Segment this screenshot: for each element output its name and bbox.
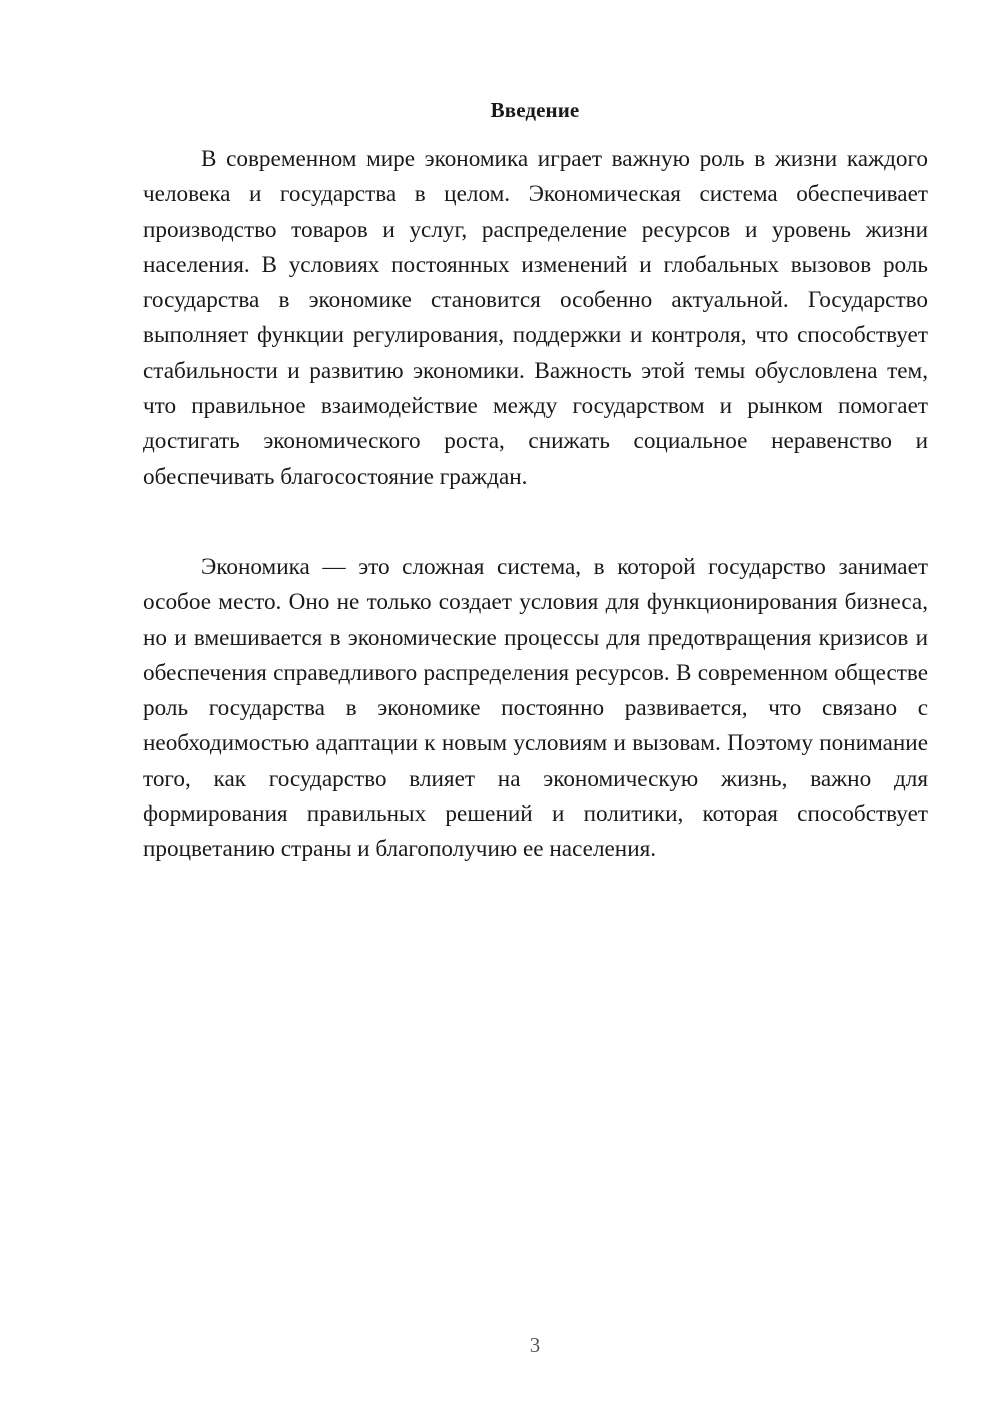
page-title: Введение xyxy=(490,98,580,122)
intro-paragraph-2: Экономика — это сложная система, в которой государство занимает особое место. Оно не только создает условия для функционирования бизнеса, но и вмешивается в экономические процессы для предотвращения кризисов и обеспечения справедливого распределения ресурсов. В современном обществе роль государства в экономике постоянно развивается, что связано с необходимостью адаптации к новым условиям и вызовам. Поэтому понимание того, как государство влияет на экономическую жизнь, важно для формирования правильных решений и политики, которая способствует процветанию страны и благополучию ее населения. xyxy=(143,554,928,863)
intro-paragraph-1: В современном мире экономика играет важную роль в жизни каждого человека и государства в целом. Экономическая система обеспечивает производство товаров и услуг, распределение ресурсов и уровень жизни населения. В условиях постоянных изменений и глобальных вызовов роль государства в экономике становится особенно актуальной. Государство выполняет функции регулирования, поддержки и контроля, что способствует стабильности и развитию экономики. Важность этой темы обусловлена тем, что правильное взаимодействие между государством и рынком помогает достигать экономического роста, снижать социальное неравенство и обеспечивать благосостояние граждан. xyxy=(143,146,928,490)
page-number: 3 xyxy=(529,1333,541,1357)
